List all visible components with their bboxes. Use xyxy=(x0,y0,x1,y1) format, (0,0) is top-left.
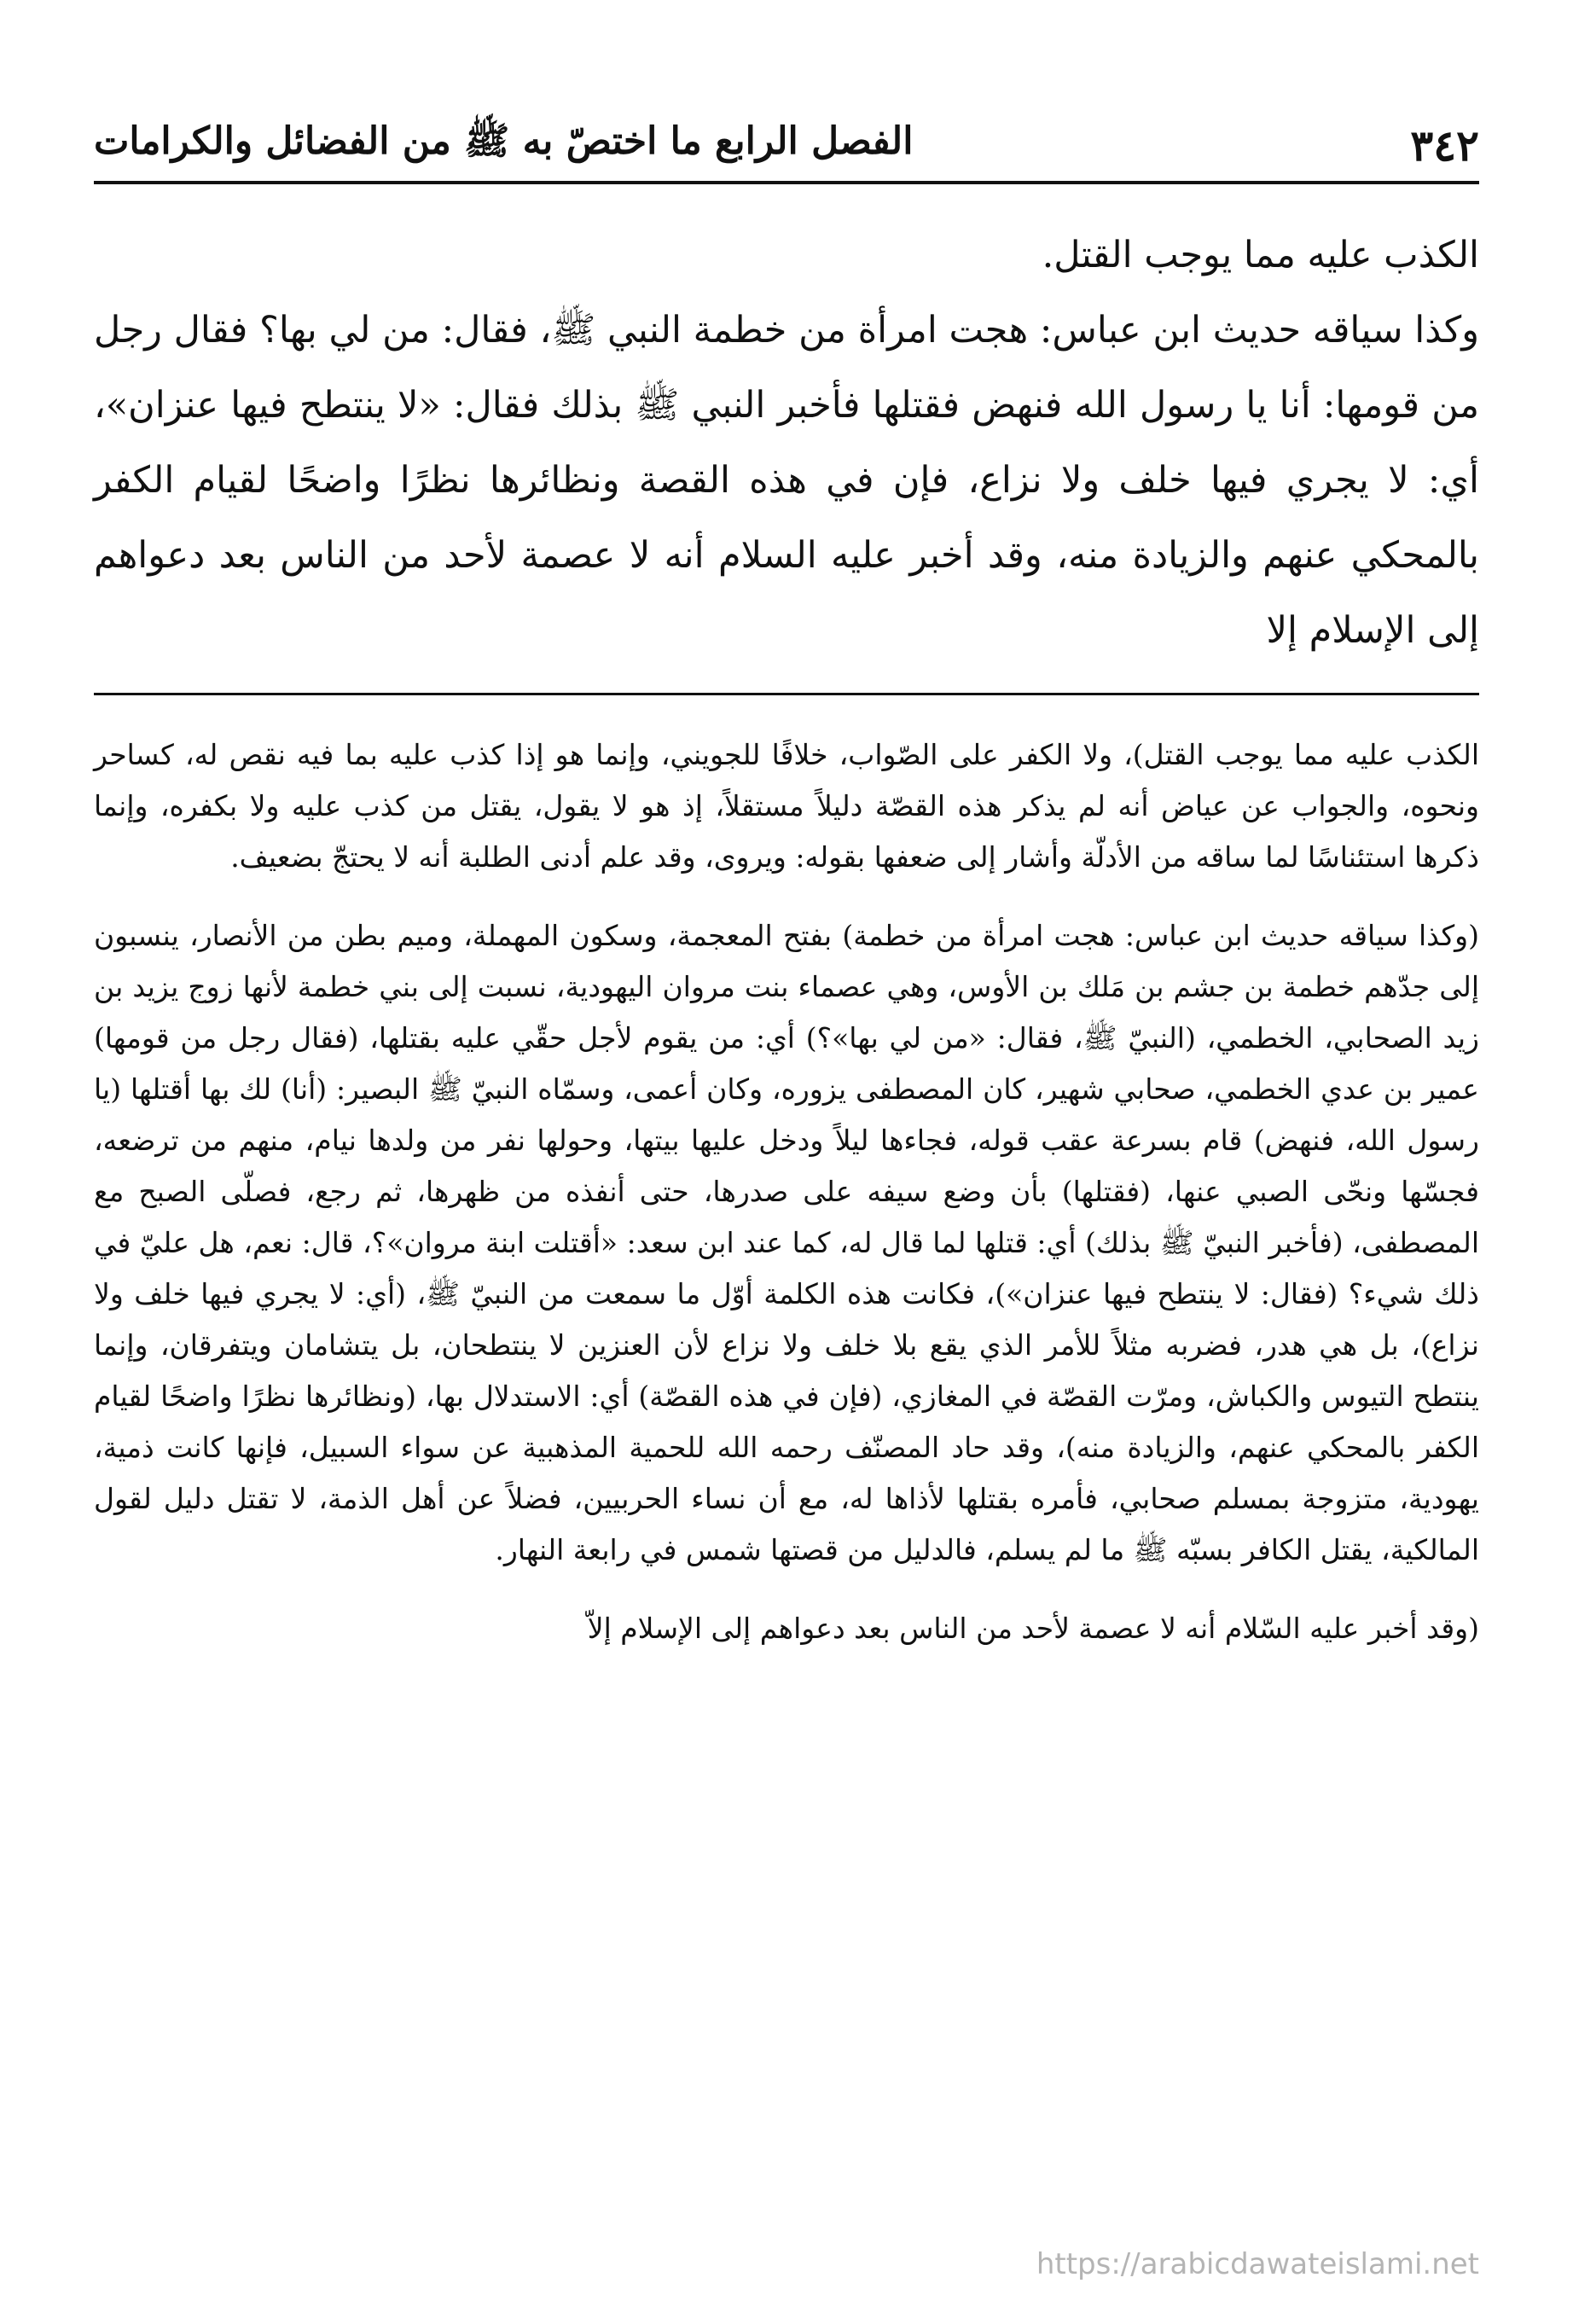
commentary-paragraph: الكذب عليه مما يوجب القتل)، ولا الكفر على الصّواب، خلافًا للجويني، وإنما هو إذا كذب عليه بما فيه نقص له، كساحر ونحوه، والجواب عن عياض أنه لم يذكر هذه القصّة دليلاً مستقلاً، إذ هو لا يقول، يقتل من كذب عليه ولا بكفره، وإنما ذكرها استئناسًا لما ساقه من الأدلّة وأشار إلى ضعفها بقوله: ويروى، وقد علم أدنى الطلبة أنه لا يحتجّ بضعيف. xyxy=(94,738,1479,874)
commentary-block xyxy=(94,729,1479,2197)
header-rule xyxy=(94,181,1479,184)
main-text-block xyxy=(94,218,1479,678)
main-paragraph: الكذب عليه مما يوجب القتل. xyxy=(1042,234,1479,276)
watermark-url: https://arabicdawateislami.net xyxy=(1036,2247,1479,2281)
commentary-paragraph: (وكذا سياقه حديث ابن عباس: هجت امرأة من خطمة) بفتح المعجمة، وسكون المهملة، وميم بطن من الأنصار، ينسبون إلى جدّهم خطمة بن جشم بن مَلك بن الأوس، وهي عصماء بنت مروان اليهودية، نسبت إلى بني خطمة لأنها زوج يزيد بن زيد الصحابي، الخطمي، (النبيّ ﷺ، فقال: «من لي بها»؟) أي: من يقوم لأجل حقّي عليه بقتلها، (فقال رجل من قومها) عمير بن عدي الخطمي، صحابي شهير، كان المصطفى يزوره، وكان أعمى، وسمّاه النبيّ ﷺ البصير: (أنا) لك بها أقتلها (يا رسول الله، فنهض) قام بسرعة عقب قوله، فجاءها ليلاً ودخل عليها بيتها، وحولها نفر من ولدها نيام، منهم من ترضعه، فجسّها ونحّى الصبي عنها، (فقتلها) بأن وضع سيفه على صدرها، حتى أنفذه من ظهرها، ثم رجع، فصلّى الصبح مع المصطفى، (فأخبر النبيّ ﷺ بذلك) أي: قتلها لما قال له، كما عند ابن سعد: «أقتلت ابنة مروان»؟، قال: نعم، هل عليّ في ذلك شيء؟ (فقال: لا ينتطح فيها عنزان»)، فكانت هذه الكلمة أوّل ما سمعت من النبيّ ﷺ، (أي: لا يجري فيها خلف ولا نزاع)، بل هي هدر، فضربه مثلاً للأمر الذي يقع بلا خلف ولا نزاع لأن العنزين لا ينتطحان، بل يتشامان ويتفرقان، وإنما ينتطح التيوس والكباش، ومرّت القصّة في المغازي، (فإن في هذه القصّة) أي: الاستدلال بها، (ونظائرها نظرًا واضحًا لقيام الكفر بالمحكي عنهم، والزيادة منه)، وقد حاد المصنّف رحمه الله للحمية المذهبية عن سواء السبيل، فإنها كانت ذمية، يهودية، متزوجة بمسلم صحابي، فأمره بقتلها لأذاها له، مع أن نساء الحربيين، فضلاً عن أهل الذمة، لا تقتل دليل لقول المالكية، يقتل الكافر بسبّه ﷺ ما لم يسلم، فالدليل من قصتها شمس في رابعة النهار. xyxy=(94,919,1479,1566)
commentary-paragraph: (وقد أخبر عليه السّلام أنه لا عصمة لأحد من الناس بعد دعواهم إلى الإسلام إلاّ xyxy=(587,1612,1479,1645)
page-number: ٣٤٢ xyxy=(1410,119,1479,171)
page-header xyxy=(94,102,1479,188)
commentary-divider xyxy=(94,693,1479,695)
main-paragraph: وكذا سياقه حديث ابن عباس: هجت امرأة من خطمة النبي ﷺ، فقال: من لي بها؟ فقال رجل من قومها: أنا يا رسول الله فنهض فقتلها فأخبر النبي ﷺ بذلك فقال: «لا ينتطح فيها عنزان»، أي: لا يجري فيها خلف ولا نزاع، فإن في هذه القصة ونظائرها نظرًا واضحًا لقيام الكفر بالمحكي عنهم والزيادة منه، وقد أخبر عليه السلام أنه لا عصمة لأحد من الناس بعد دعواهم إلى الإسلام إلا xyxy=(94,309,1479,652)
running-title: الفصل الرابع ما اختصّ به ﷺ من الفضائل والكرامات xyxy=(94,119,914,163)
